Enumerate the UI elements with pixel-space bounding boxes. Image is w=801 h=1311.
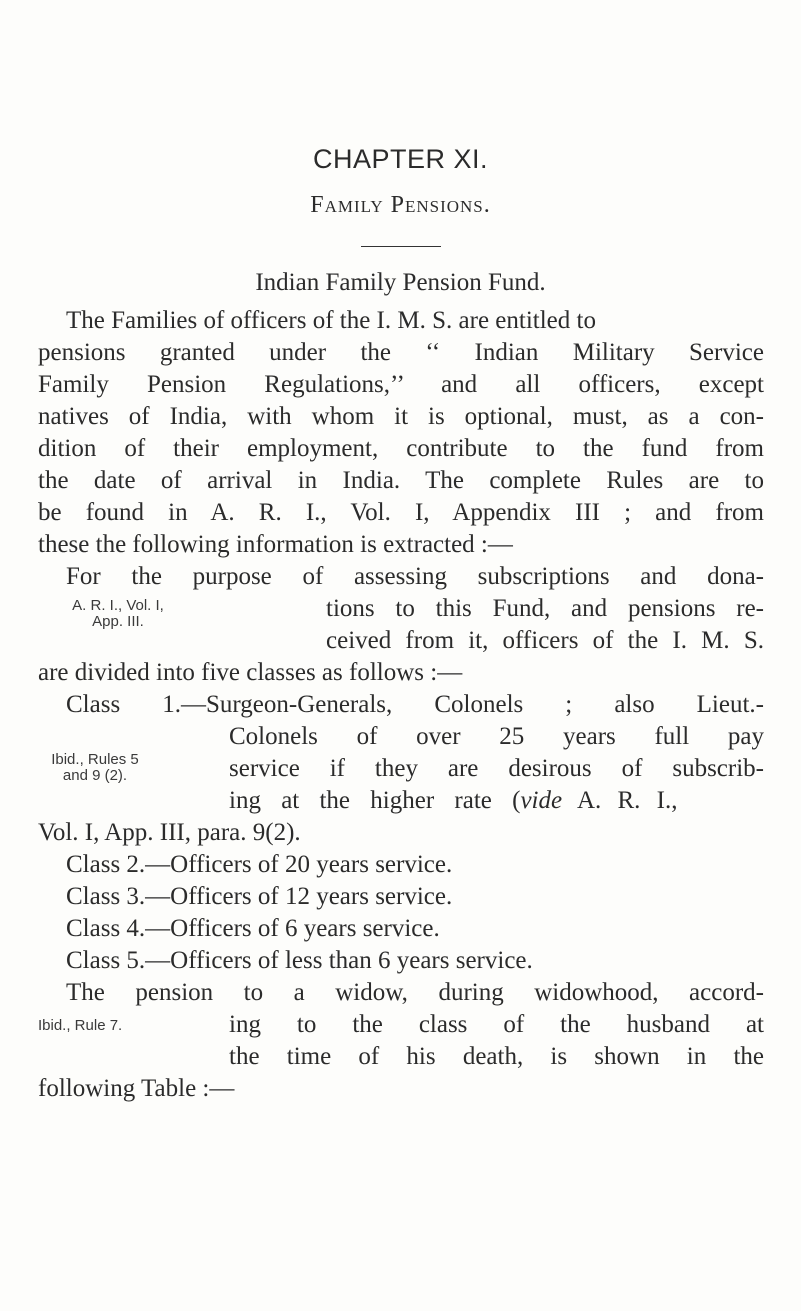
text-line: dition of their employment, contribute to the fund from [38, 435, 764, 462]
margin-note-ibid-rule7: Ibid., Rule 7. [38, 1017, 123, 1034]
italic-vide: vide [520, 787, 563, 814]
heading-divider [361, 246, 441, 247]
text-line: service if they are desirous of subscrib- [229, 755, 764, 782]
text-line [229, 786, 764, 816]
text-line: Vol. I, App. III, para. 9(2). [38, 819, 301, 846]
class-2-entry: Class 2.—Officers of 20 years service. [66, 851, 453, 878]
text-line: these the following information is extracted :— [38, 531, 513, 558]
margin-note-line: A. R. I., Vol. I, [72, 597, 164, 614]
chapter-heading: CHAPTER XI. [312, 144, 489, 174]
class-3-entry: Class 3.—Officers of 12 years service. [66, 883, 453, 910]
text-line: Colonels of over 25 years full pay [229, 723, 764, 750]
text-line: following Table :— [38, 1075, 235, 1102]
text-line: the time of his death, is shown in the [229, 1043, 764, 1070]
text-line: The pension to a widow, during widowhood, accord- [66, 979, 764, 1006]
margin-note-line: App. III. [92, 613, 144, 630]
text-line: Class 1.—Surgeon-Generals, Colonels ; also Lieut.- [66, 691, 764, 718]
margin-note-line: Ibid., Rules 5 [51, 751, 139, 768]
text-line: pensions granted under the ‘‘ Indian Military Service [38, 339, 764, 366]
text-line: natives of India, with whom it is optional, must, as a con- [38, 403, 764, 430]
text-fragment: ing at the higher rate ( [229, 787, 521, 814]
section-heading: Indian Family Pension Fund. [255, 269, 546, 296]
class-4-entry: Class 4.—Officers of 6 years service. [66, 915, 440, 942]
text-fragment: A. R. I., [562, 787, 678, 814]
text-line: be found in A. R. I., Vol. I, Appendix III ; and from [38, 499, 764, 526]
text-line: The Families of officers of the I. M. S. are entitled to [66, 307, 596, 334]
text-line: For the purpose of assessing subscriptions and dona- [66, 563, 764, 590]
text-line: tions to this Fund, and pensions re- [326, 595, 764, 622]
text-line: are divided into five classes as follows :— [38, 659, 463, 686]
chapter-subtitle: Family Pensions. [310, 192, 491, 218]
text-line: ing to the class of the husband at [229, 1011, 764, 1038]
text-line: ceived from it, officers of the I. M. S. [326, 627, 764, 654]
text-line: Family Pension Regulations,’’ and all officers, except [38, 371, 764, 398]
class-5-entry: Class 5.—Officers of less than 6 years service. [66, 947, 533, 974]
margin-note-ar-vol1 [18, 598, 218, 630]
text-line: the date of arrival in India. The complete Rules are to [38, 467, 764, 494]
margin-note-line: and 9 (2). [62, 767, 128, 784]
margin-note-ibid-rules [30, 752, 160, 784]
